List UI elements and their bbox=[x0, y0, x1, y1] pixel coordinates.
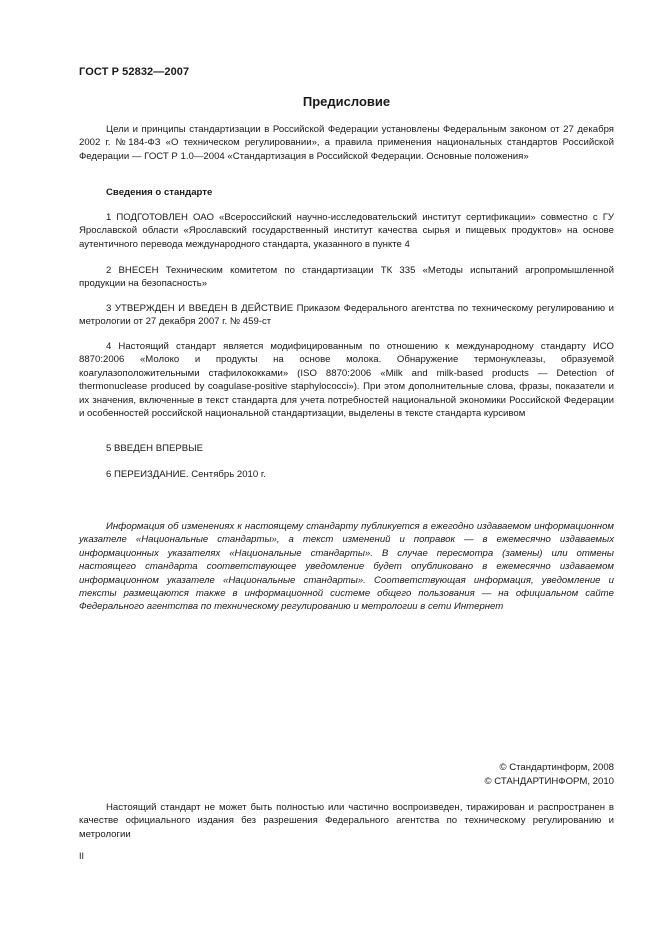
item-3 bbox=[79, 302, 614, 329]
notice-paragraph bbox=[79, 520, 614, 614]
item-5 bbox=[79, 442, 614, 455]
item-3-text: 3 УТВЕРЖДЕН И ВВЕДЕН В ДЕЙСТВИЕ Приказом Федерального агентства по техническому регулированию и метрологии от 27 декабря 2007 г. № 459-ст bbox=[79, 303, 614, 328]
footer-paragraph bbox=[79, 801, 614, 841]
item-2 bbox=[79, 264, 614, 291]
item-1-text: 1 ПОДГОТОВЛЕН ОАО «Всероссийский научно-исследовательский институт сертификации» совместно с ГУ Ярославской области «Ярославский государственный институт качества сырья и пищевых продуктов» на основе аутентичного перевода международного стандарта, указанного в пункте 4 bbox=[79, 212, 614, 250]
page-number: II bbox=[79, 851, 85, 861]
footer-text: Настоящий стандарт не может быть полностью или частично воспроизведен, тиражирован и распространен в качестве официального издания без разрешения Федерального агентства по техническому регулированию и метрологии bbox=[79, 802, 614, 840]
item-6-text: 6 ПЕРЕИЗДАНИЕ. Сентябрь 2010 г. bbox=[106, 469, 266, 480]
copyright-line-1: © Стандартинформ, 2008 bbox=[499, 762, 614, 773]
page-title: Предисловие bbox=[302, 94, 391, 109]
item-2-text: 2 ВНЕСЕН Техническим комитетом по стандартизации ТК 335 «Методы испытаний агропромышленной продукции на безопасность» bbox=[79, 265, 614, 290]
item-6 bbox=[79, 468, 614, 481]
item-4-text: 4 Настоящий стандарт является модифицированным по отношению к международному стандарту ИСО 8870:2006 «Молоко и продукты на основе молока. Обнаружение термонуклеазы, образуемой коагулазоположительными стафилококками» (ISO 8870:2006 «Milk and milk-based products — Detection of thermonuclease produced by coagulase-positive staphylococci»). При этом дополнительные слова, фразы, показатели и их значения, включенные в текст стандарта для учета потребностей национальной экономики Российской Федерации и особенностей российской национальной стандартизации, выделены в тексте стандарта курсивом bbox=[79, 341, 614, 420]
intro-text: Цели и принципы стандартизации в Российской Федерации установлены Федеральным законом от 27 декабря 2002 г. №184-ФЗ «О техническом регулировании», а правила применения национальных стандартов Российской Федерации — ГОСТ Р 1.0—2004 «Стандартизация в Российской Федерации. Основные положения» bbox=[79, 124, 614, 162]
notice-text: Информация об изменениях к настоящему стандарту публикуется в ежегодно издаваемом информационном указателе «Национальные стандарты», а текст изменений и поправок — в ежемесячно издаваемых информационных указателях «Национальные стандарты». В случае пересмотра (замены) или отмены настоящего стандарта соответствующее уведомление будет опубликовано в ежемесячно издаваемом информационном указателе «Национальные стандарты». Соответствующая информация, уведомление и тексты размещаются также в информационной системе общего пользования — на официальном сайте Федерального агентства по техническому регулированию и метрологии в сети Интернет bbox=[79, 521, 614, 613]
item-1 bbox=[79, 211, 614, 251]
copyright-line-2: © СТАНДАРТИНФОРМ, 2010 bbox=[484, 776, 614, 787]
item-4 bbox=[79, 340, 614, 420]
intro-paragraph bbox=[79, 123, 614, 163]
item-5-text: 5 ВВЕДЕН ВПЕРВЫЕ bbox=[106, 443, 204, 454]
info-heading: Сведения о стандарте bbox=[106, 187, 213, 198]
document-id-header: ГОСТ Р 52832—2007 bbox=[79, 66, 190, 78]
